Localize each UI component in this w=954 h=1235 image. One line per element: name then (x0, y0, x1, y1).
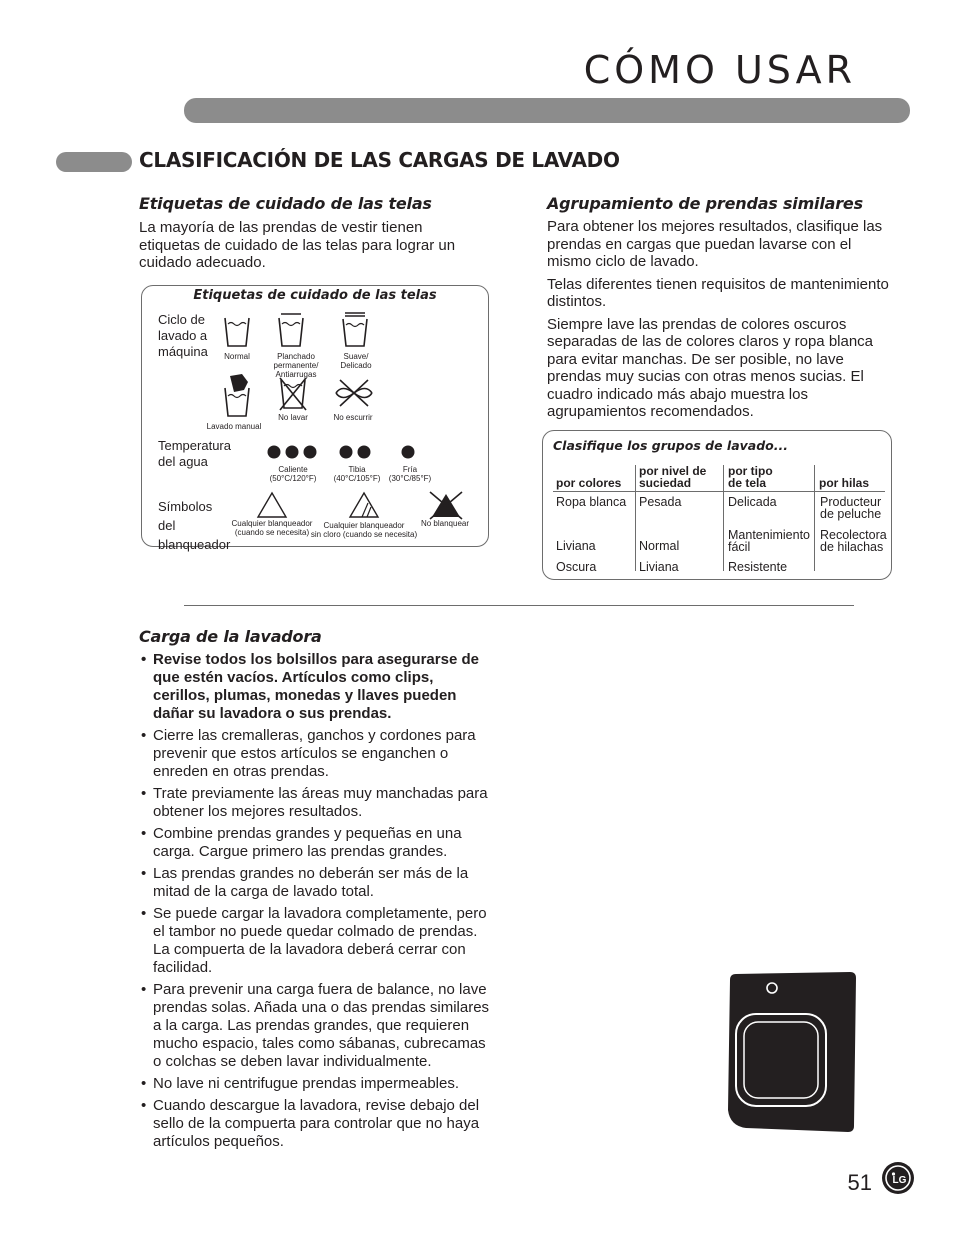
list-item: • Cuando descargue la lavadora, revise debajo del sello de la compuerta para controlar que no haya artículos pequeños. (141, 1097, 493, 1151)
washer-illustration (724, 970, 858, 1136)
header-bar (184, 98, 910, 123)
list-item: • Trate previamente las áreas muy manchadas para obtener los mejores resultados. (141, 785, 493, 821)
page-number: 51 (847, 1170, 872, 1195)
list-item: • No lave ni centrifugue prendas impermeables. (141, 1075, 493, 1093)
grouping-heading: Agrupamiento de prendas similares (547, 194, 863, 213)
col-header-tela: por tipo de tela (728, 464, 773, 490)
do-not-wring-icon (332, 378, 376, 408)
table-cell: Pesada (639, 495, 682, 509)
table-cell: Resistente (728, 560, 788, 574)
grouping-paragraph: Para obtener los mejores resultados, clasifique las prendas en cargas que puedan lavarse con el mismo ciclo de lavado. (547, 218, 883, 270)
table-cell: Liviana (639, 560, 679, 574)
table-cell: Liviana (556, 539, 596, 553)
any-bleach-icon (256, 491, 288, 519)
col-header-colores: por colores (556, 476, 622, 490)
warm-temp-label: Tibia (40°C/105°F) (333, 465, 381, 483)
non-chlorine-bleach-label: Cualquier blanqueador sin cloro (cuando se necesita) (310, 521, 418, 539)
delicate-wash-icon (340, 312, 370, 350)
table-header-rule (553, 491, 885, 492)
grouping-table-box (542, 430, 892, 580)
list-item: • Para prevenir una carga fuera de balance, no lave prendas solas. Añada una o das prendas similares a la carga. Las prendas grandes, que requieren mucho espacio, tales como sábanas, cubrecamas o colchas se deben lavar individualmente. (141, 981, 493, 1071)
hot-temp-icon (266, 444, 320, 460)
table-cell: Delicada (728, 495, 777, 509)
table-cell: Normal (639, 539, 680, 553)
hand-wash-label: Lavado manual (206, 422, 262, 431)
care-box-title: Etiquetas de cuidado de las telas (193, 288, 437, 303)
no-bleach-label: No blanquear (420, 519, 470, 528)
non-chlorine-bleach-icon (348, 491, 380, 519)
care-labels-text: La mayoría de las prendas de vestir tienen etiquetas de cuidado de las telas para lograr un cuidado adecuado. (139, 219, 456, 271)
do-not-wash-icon (278, 376, 308, 412)
list-item: • Las prendas grandes no deberán ser más de la mitad de la carga de lavado total. (141, 865, 493, 901)
table-column-divider (635, 465, 636, 571)
care-labels-box (141, 285, 489, 552)
section-pill (56, 152, 132, 172)
cycle-delicate-label: Suave/ Delicado (340, 352, 372, 370)
list-item: • Combine prendas grandes y pequeñas en una carga. Cargue primero las prendas grandes. (141, 825, 493, 861)
bleach-label: Símbolos del blanqueador (158, 499, 231, 552)
normal-wash-icon (222, 312, 252, 350)
col-header-hilas: por hilas (819, 476, 870, 490)
page-header-title: CÓMO USAR (583, 48, 856, 92)
any-bleach-label: Cualquier blanqueador (cuando se necesita) (231, 519, 313, 537)
list-item: • Cierre las cremalleras, ganchos y cordones para prevenir que estos artículos se enganchen o enreden en otras prendas. (141, 727, 493, 781)
loading-heading: Carga de la lavadora (139, 627, 322, 646)
grouping-paragraph: Telas diferentes tienen requisitos de mantenimiento distintos. (547, 275, 889, 310)
table-cell: Recolectora de hilachas (820, 528, 887, 554)
warm-temp-icon (338, 444, 374, 460)
hand-wash-icon (222, 372, 252, 420)
no-wring-label: No escurrir (333, 413, 373, 422)
cold-temp-icon (400, 444, 416, 460)
grouping-text (547, 218, 895, 426)
table-cell: Ropa blanca (556, 495, 627, 509)
cycle-label: Ciclo de lavado a máquina (158, 312, 208, 359)
cycle-permanent-label: Planchado permanente/ Antiarrugas (273, 352, 319, 379)
table-cell: Oscura (556, 560, 597, 574)
lg-logo-text: LG (892, 1175, 907, 1186)
cycle-normal-label: Normal (224, 352, 250, 361)
grouping-paragraph: Siempre lave las prendas de colores oscuros separadas de las de colores claros y ropa blanca para evitar manchas. De ser posible, no lave prendas muy sucias con otras menos sucias. El cuadro indicado más abajo muestra los agrupamientos recomendados. (547, 315, 874, 420)
table-cell: Mantenimiento fácil (728, 528, 810, 554)
cold-temp-label: Fría (30°C/85°F) (388, 465, 432, 483)
col-header-suciedad: por nivel de suciedad (639, 464, 707, 490)
lg-logo-icon (882, 1162, 914, 1194)
loading-list (141, 651, 493, 1155)
permanent-press-icon (276, 312, 306, 350)
section-title: CLASIFICACIÓN DE LAS CARGAS DE LAVADO (139, 148, 620, 172)
temp-label: Temperatura del agua (158, 438, 231, 469)
grouping-box-title: Clasifique los grupos de lavado... (553, 438, 788, 453)
table-column-divider (723, 465, 724, 571)
no-bleach-icon (426, 490, 466, 520)
list-item: • Revise todos los bolsillos para asegurarse de que estén vacíos. Artículos como clips, cerillos, plumas, monedas y llaves pueden dañar su lavadora o sus prendas. (141, 651, 493, 723)
no-wash-label: No lavar (278, 413, 308, 422)
table-cell: Producteur de peluche (820, 495, 882, 521)
hot-temp-label: Caliente (50°C/120°F) (269, 465, 317, 483)
list-item: • Se puede cargar la lavadora completamente, pero el tambor no puede quedar colmado de prendas. La compuerta de la lavadora deberá cerrar con facilidad. (141, 905, 493, 977)
care-labels-heading: Etiquetas de cuidado de las telas (139, 194, 432, 213)
section-divider (184, 605, 854, 606)
table-column-divider (814, 465, 815, 571)
